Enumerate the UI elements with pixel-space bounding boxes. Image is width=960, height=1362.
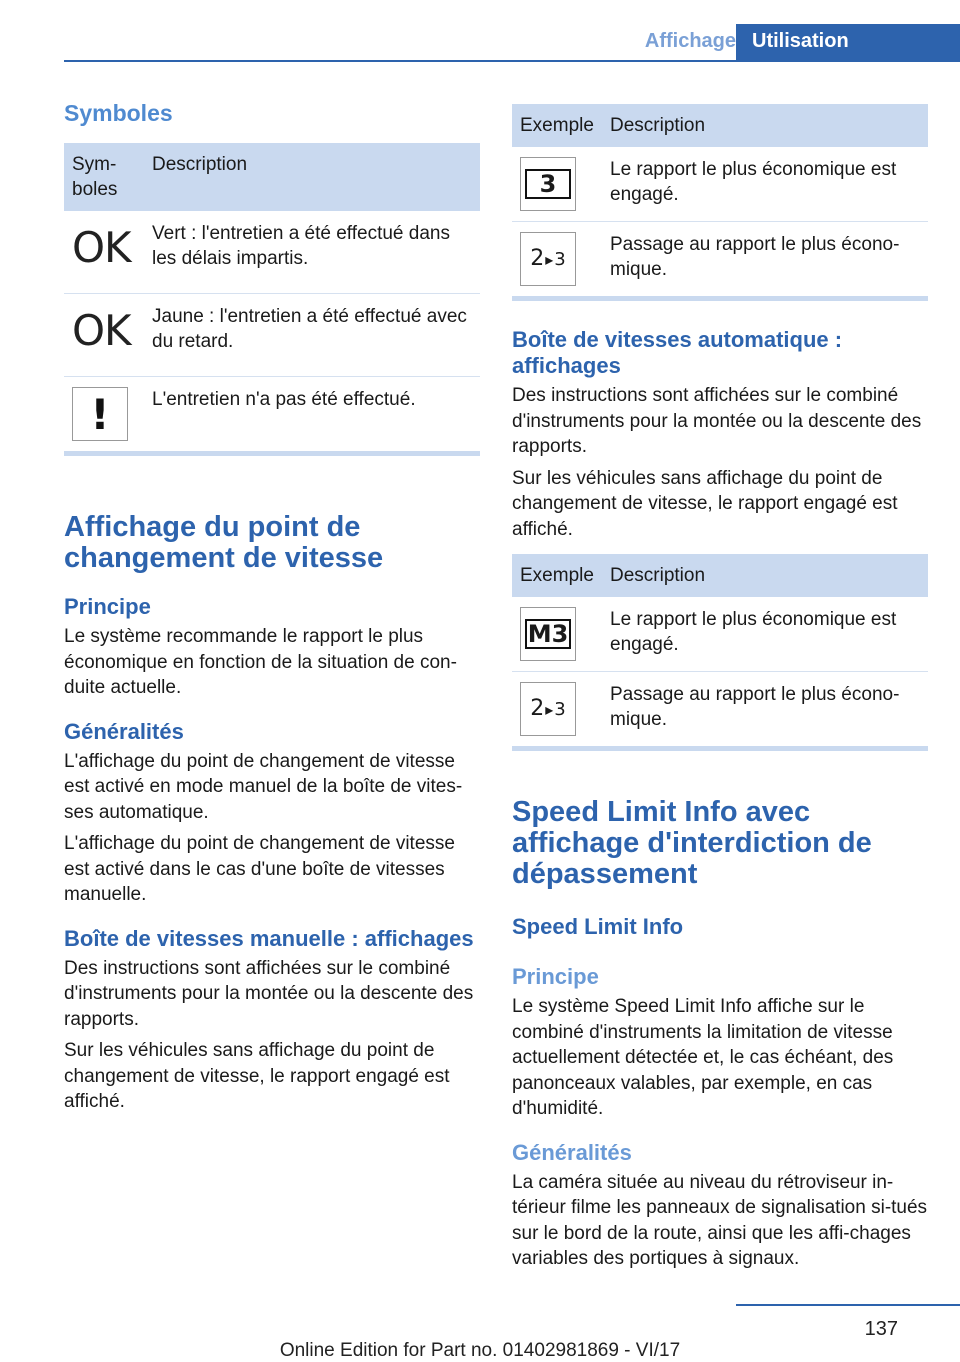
table-header: [64, 143, 480, 211]
edition-footer: Online Edition for Part no. 01402981869 - VI/17: [279, 1340, 681, 1361]
gear-m3-icon: M3: [520, 607, 576, 661]
row-description: Le rapport le plus économique est engagé.: [602, 147, 928, 222]
row-description: Le rapport le plus économique est engagé.: [602, 597, 928, 672]
manual-text-2: Sur les véhicules sans affichage du point de changement de vitesse, le rapport engagé est affiché.: [64, 1040, 450, 1112]
page-header: [64, 24, 960, 62]
heading-manual-gearbox: Boîte de vitesses manuelle : affichages: [64, 925, 474, 951]
exclamation-icon: !: [72, 387, 128, 441]
manual-examples-table: [512, 104, 928, 301]
table-row: [512, 597, 928, 672]
row-description: Passage au rapport le plus écono-mique.: [610, 684, 900, 730]
right-column: [512, 104, 928, 1278]
shift-up-icon: 2 ▸ 3: [520, 682, 576, 736]
section-title-shift-point: Affichage du point de changement de vitesse: [64, 511, 384, 574]
generalites-text-2: L'affichage du point de changement de vitesse est activé dans le cas d'une boîte de vitesses manuelle.: [64, 833, 455, 905]
tab-affichage[interactable]: Affichage: [644, 30, 736, 52]
table-row: [64, 294, 480, 377]
heading-speed-limit-info: Speed Limit Info: [512, 914, 684, 939]
column-header-example: Exemple: [520, 565, 594, 586]
column-header-symbols: Sym- boles: [72, 154, 118, 200]
table-row: [512, 222, 928, 299]
heading-generalites: Généralités: [64, 718, 184, 744]
manual-text-1: Des instructions sont affichées sur le combiné d'instruments pour la montée ou la descente des rapports.: [64, 957, 474, 1030]
column-header-description: Description: [152, 154, 248, 175]
row-description: Passage au rapport le plus écono-mique.: [610, 234, 900, 280]
column-header-description: Description: [610, 565, 706, 586]
symbols-table: [64, 143, 480, 456]
symbols-heading: Symboles: [64, 100, 173, 126]
row-description: L'entretien n'a pas été effectué.: [152, 389, 416, 410]
column-header-example: Exemple: [520, 115, 594, 136]
row-description: Jaune : l'entretien a été effectué avec du retard.: [144, 294, 480, 377]
principe-text: Le système recommande le rapport le plus économique en fonction de la situation de con-duite actuelle.: [64, 626, 457, 698]
heading-principe: Principe: [64, 594, 151, 619]
row-description: Vert : l'entretien a été effectué dans les délais impartis.: [144, 211, 480, 294]
speed-generalites-text: La caméra située au niveau du rétroviseur in-térieur filme les panneaux de signalisation si-tués sur le bord de la route, ainsi que les affi-chages variables des portiques à signaux.: [512, 1171, 928, 1269]
column-header-description: Description: [610, 115, 706, 136]
left-column: [64, 100, 480, 1121]
tab-utilisation[interactable]: Utilisation: [736, 24, 960, 62]
table-row: [512, 672, 928, 749]
generalites-text-1: L'affichage du point de changement de vitesse est activé en mode manuel de la boîte de vites-ses automatique.: [64, 750, 463, 823]
footer-rule: [736, 1304, 960, 1306]
table-header: [512, 104, 928, 147]
table-row: [64, 377, 480, 454]
ok-yellow-icon: OK: [72, 306, 131, 355]
table-row: [512, 147, 928, 222]
table-row: [64, 211, 480, 294]
gear-3-icon: 3: [520, 157, 576, 211]
page-number: 137: [864, 1318, 898, 1340]
heading-generalites: Généralités: [512, 1139, 632, 1165]
heading-principe: Principe: [512, 964, 599, 989]
speed-principe-text: Le système Speed Limit Info affiche sur le combiné d'instruments la limitation de vitesse actuellement détectée et, le cas échéant, des panonceaux valables, par exemple, en cas d'humidité.: [512, 996, 894, 1119]
auto-text-2: Sur les véhicules sans affichage du point de changement de vitesse, le rapport engagé est affiché.: [512, 467, 898, 540]
heading-automatic-gearbox: Boîte de vitesses automatique : affichages: [512, 327, 843, 378]
shift-up-icon: 2 ▸ 3: [520, 232, 576, 286]
ok-green-icon: OK: [72, 223, 131, 272]
auto-text-1: Des instructions sont affichées sur le combiné d'instruments pour la montée ou la descente des rapports.: [512, 385, 922, 457]
table-header: [512, 554, 928, 597]
section-title-speed-limit: Speed Limit Info avec affichage d'interdiction de dépassement: [512, 796, 872, 890]
automatic-examples-table: [512, 554, 928, 751]
